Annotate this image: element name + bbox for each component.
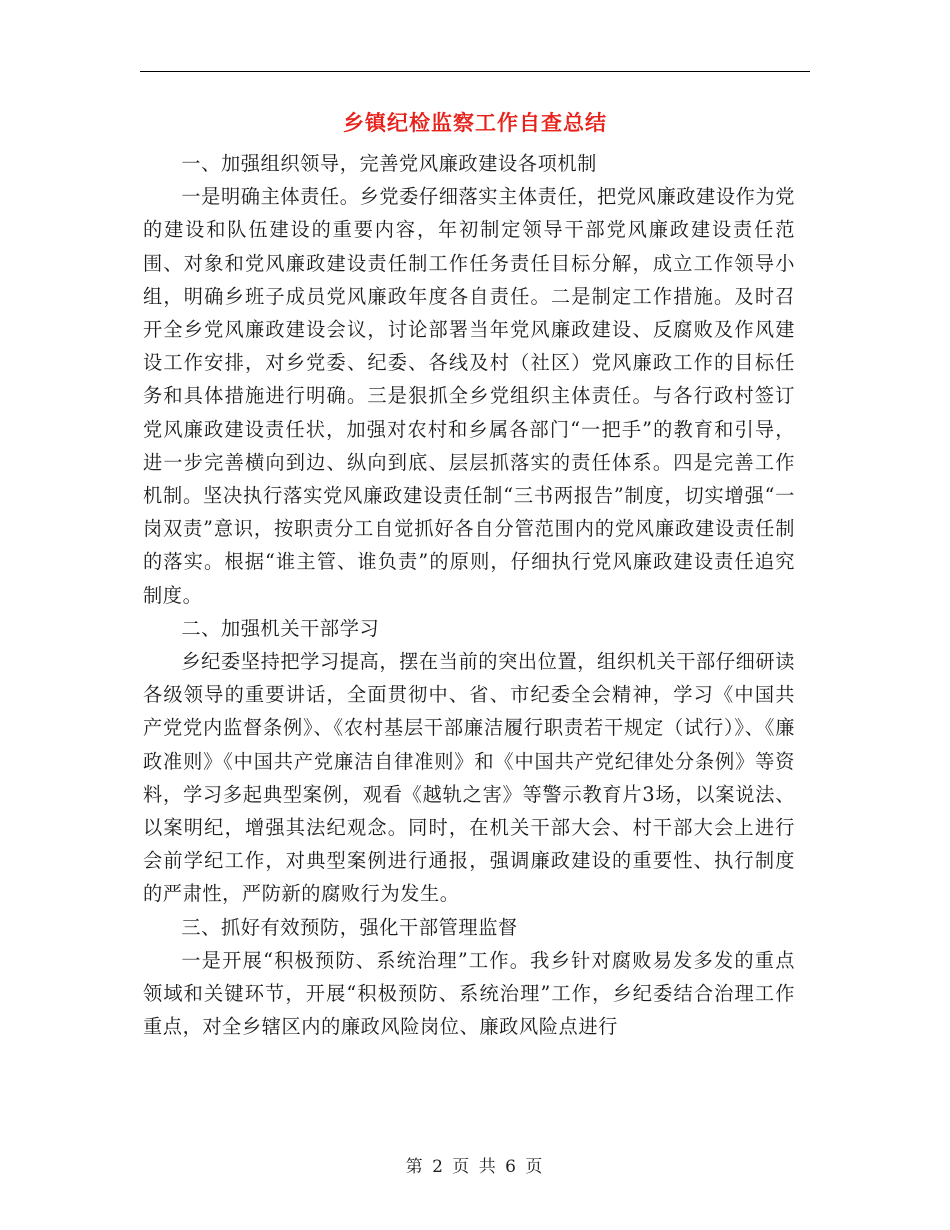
section-heading-2: 二、加强机关干部学习	[181, 616, 380, 640]
paragraph-2: 乡纪委坚持把学习提高，摆在当前的突出位置，组织机关干部仔细研读各级领导的重要讲话，全面贯彻中、省、市纪委全会精神，学习《中国共产党党内监督条例》、《农村基层干部廉洁履行职责若干规定（试行）》、《廉政准则》《中国共产党廉洁自律准则》和《中国共产党纪律处分条例》等资料，学习多起典型案例，观看《越轨之害》等警示教育片3场，以案说法、以案明纪，增强其法纪观念。同时，在机关干部大会、村干部大会上进行会前学纪工作，对典型案例进行通报，强调廉政建设的重要性、执行制度的严肃性，严防新的腐败行为发生。	[143, 650, 795, 906]
section-heading-3: 三、抓好有效预防，强化干部管理监督	[181, 915, 518, 939]
document-body	[143, 147, 795, 1043]
header-rule	[140, 71, 810, 72]
paragraph-3: 一是开展“积极预防、系统治理”工作。我乡针对腐败易发多发的重点领域和关键环节，开展“积极预防、系统治理”工作，乡纪委结合治理工作重点，对全乡辖区内的廉政风险岗位、廉政风险点进行	[143, 948, 795, 1039]
document-title: 乡镇纪检监察工作自查总结	[343, 111, 607, 135]
paragraph-1: 一是明确主体责任。乡党委仔细落实主体责任，把党风廉政建设作为党的建设和队伍建设的重要内容，年初制定领导干部党风廉政建设责任范围、对象和党风廉政建设责任制工作任务责任目标分解，成立工作领导小组，明确乡班子成员党风廉政年度各自责任。二是制定工作措施。及时召开全乡党风廉政建设会议，讨论部署当年党风廉政建设、反腐败及作风建设工作安排，对乡党委、纪委、各线及村（社区）党风廉政工作的目标任务和具体措施进行明确。三是狠抓全乡党组织主体责任。与各行政村签订党风廉政建设责任状，加强对农村和乡属各部门“一把手”的教育和引导，进一步完善横向到边、纵向到底、层层抓落实的责任体系。四是完善工作机制。坚决执行落实党风廉政建设责任制“三书两报告”制度，切实增强“一岗双责”意识，按职责分工自觉抓好各自分管范围内的党风廉政建设责任制的落实。根据“谁主管、谁负责”的原则，仔细执行党风廉政建设责任追究制度。	[143, 185, 795, 607]
page-number: 第 2 页 共 6 页	[405, 1157, 545, 1177]
section-heading-1: 一、加强组织领导，完善党风廉政建设各项机制	[181, 152, 597, 175]
